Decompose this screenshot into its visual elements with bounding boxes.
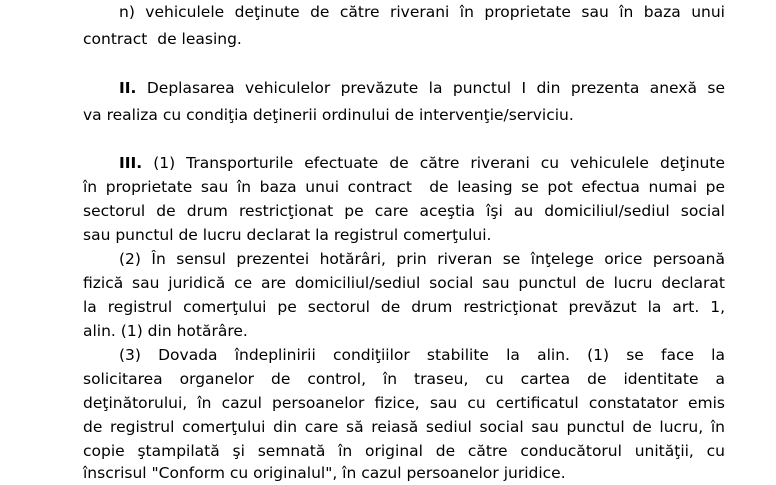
section-iii-p1-line-2: în proprietate sau în baza unui contract de leasing se pot efectua numai pe [83, 178, 725, 196]
section-iii-p1-line-1-text: (1) Transporturile efectuate de către riverani cu vehiculele deţinute [142, 154, 725, 172]
section-ii-line-1-text: Deplasarea vehiculelor prevăzute la punctul I din prezenta anexă se [136, 79, 725, 97]
section-iii-p2-line-1: (2) În sensul prezentei hotărâri, prin riveran se înţelege orice persoană [119, 250, 725, 268]
section-iii-p1-line-1 [119, 151, 725, 175]
section-iii-p2-line-2: fizică sau juridică ce are domiciliul/sediul social sau punctul de lucru declarat [83, 274, 725, 292]
section-n-line-1: n) vehiculele deţinute de către riverani în proprietate sau în baza unui [119, 3, 725, 21]
section-ii-line-1 [119, 76, 725, 100]
section-ii-line-2: va realiza cu condiţia deţinerii ordinului de intervenţie/serviciu. [83, 106, 574, 124]
section-iii-p1-line-3: sectorul de drum restricţionat pe care aceştia îşi au domiciliul/sediul social [83, 202, 725, 220]
section-iii-p2-line-4: alin. (1) din hotărâre. [83, 322, 248, 340]
section-iii-p3-line-3: deţinătorului, în cazul persoanelor fizice, sau cu certificatul constatator emis [83, 394, 725, 412]
section-iii-p1-line-4: sau punctul de lucru declarat la registrul comerţului. [83, 226, 492, 244]
section-iii-heading: III. [119, 154, 143, 172]
section-iii-p3-line-5: copie ştampilată şi semnată în original de către conducătorul unităţii, cu [83, 442, 725, 460]
section-iii-p2-line-3: la registrul comerţului pe sectorul de drum restricţionat prevăzut la art. 1, [83, 298, 725, 316]
section-iii-p3-line-4: de registrul comerţului din care să reiasă sediul social sau punctul de lucru, în [83, 418, 725, 436]
section-n-line-2: contract de leasing. [83, 30, 242, 48]
section-iii-p3-line-2: solicitarea organelor de control, în traseu, cu cartea de identitate a [83, 370, 725, 388]
section-iii-p3-line-6: înscrisul "Conform cu originalul", în cazul persoanelor juridice. [83, 464, 566, 482]
section-iii-p3-line-1: (3) Dovada îndeplinirii condiţiilor stabilite la alin. (1) se face la [119, 346, 725, 364]
section-ii-heading: II. [119, 79, 137, 97]
